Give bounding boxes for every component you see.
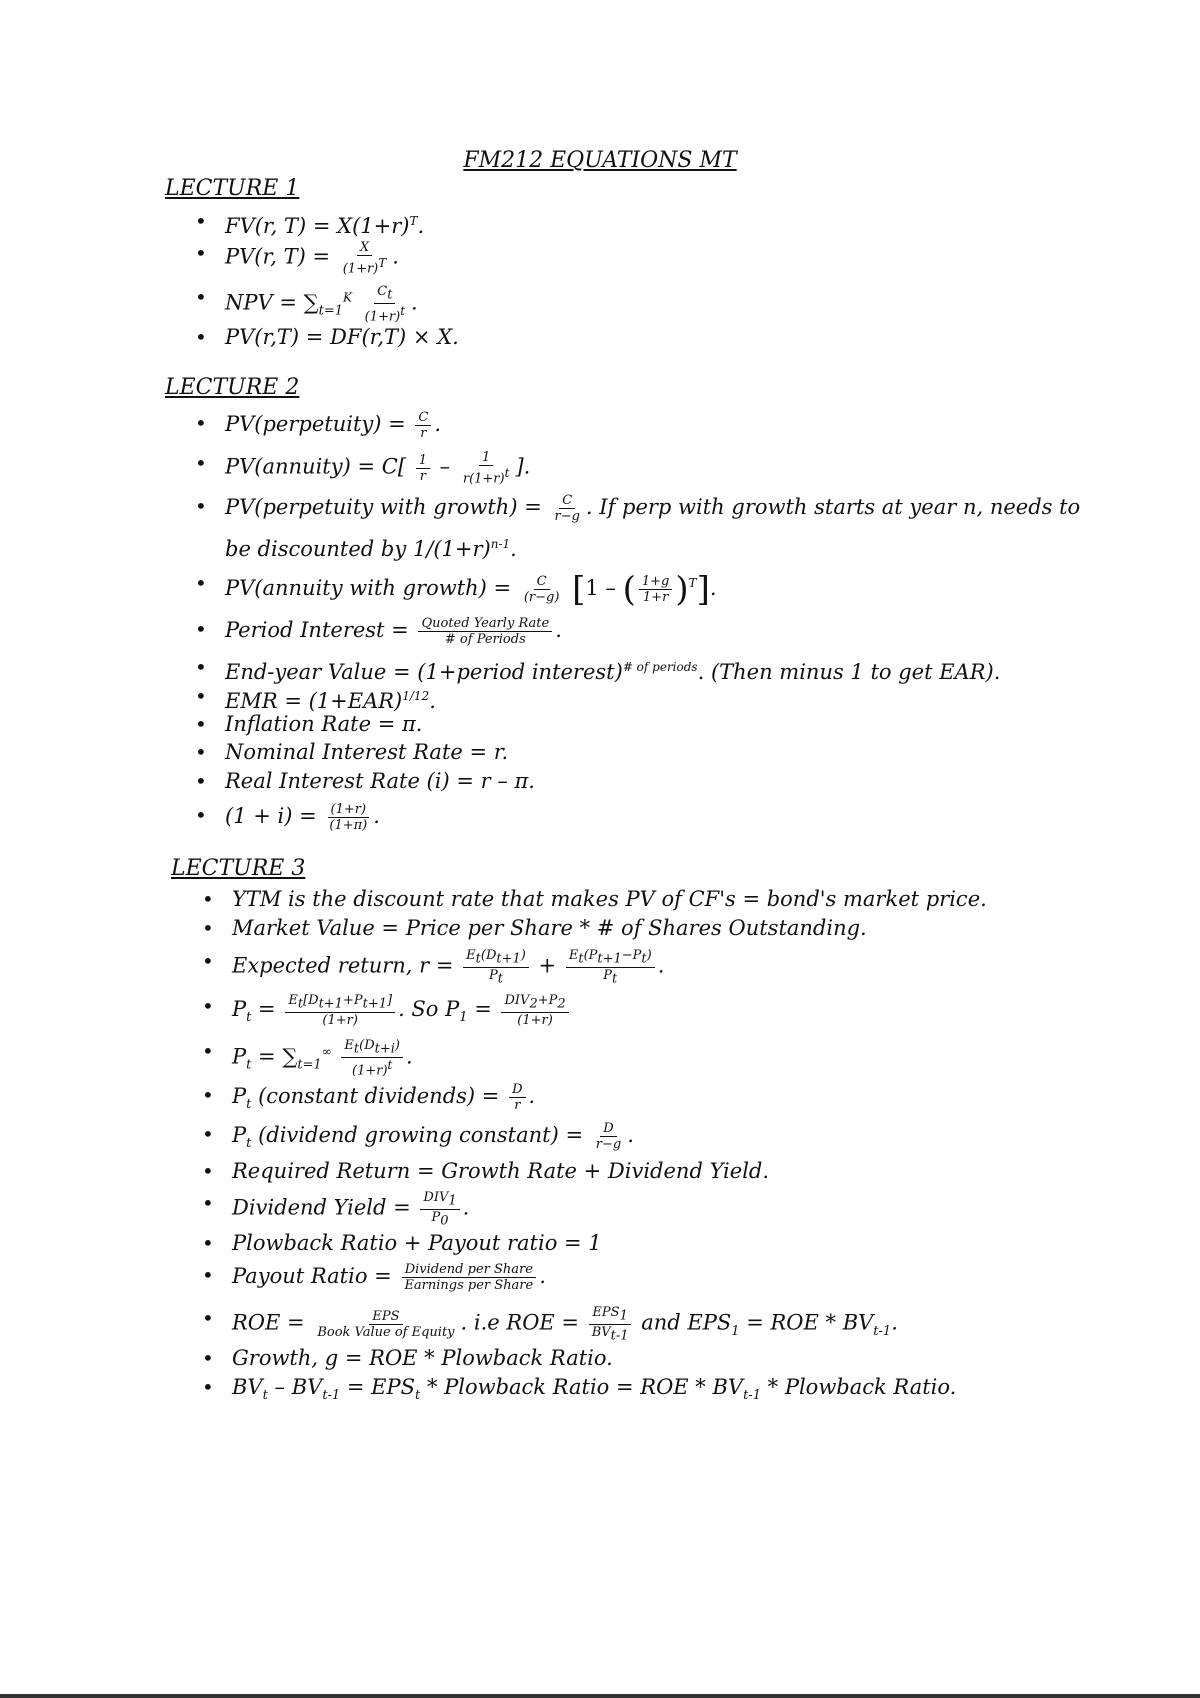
equation-constant-dividends: • $P_t$ (constant dividends) = $\frac{D}{r}$ . bbox=[232, 1082, 535, 1118]
fraction: $\frac{\text{EPS}}{\text{Book Value of Equity}}$ bbox=[317, 1308, 455, 1340]
equation-expected-return: • Expected return, r = $\frac{E_t(D_{t+1})}{P_t}$ + $\frac{E_t(P_{t+1}-P_t)}{P_t}$ . bbox=[232, 948, 664, 986]
fraction: $\frac{C}{r-g}$ bbox=[554, 493, 580, 524]
equation-perpetuity-growth: • PV(perpetuity with growth) = $\frac{C}{r-g}$ . If perp with growth starts at year n, needs to bbox=[225, 493, 1080, 524]
fraction: $\frac{D}{r}$ bbox=[509, 1082, 525, 1113]
equation-required-return: • Required Return = Growth Rate + Dividend Yield. bbox=[232, 1158, 769, 1184]
fraction: $\frac{X}{(1+r)^T}$ bbox=[342, 240, 387, 277]
equation-market-value: • Market Value = Price per Share * # of Shares Outstanding. bbox=[232, 915, 867, 941]
fraction: $\frac{1+g}{1+r}$ bbox=[639, 574, 673, 605]
equation-emr: • EMR = $(1+EAR)^{1/12}$. bbox=[225, 683, 436, 714]
equation-pv-discount-factor: • PV(r,T) = DF(r,T) × X. bbox=[225, 324, 459, 350]
equation-roe: • ROE = $\frac{\text{EPS}}{\text{Book Value of Equity}}$ . i.e ROE = $\frac{EPS_1}{BV_{t-1}}$ and $EPS_1$ = ROE * $BV_{t-1}$. bbox=[232, 1305, 898, 1345]
equation-annuity: • PV(annuity) = C[ $\frac{1}{r}$ – $\frac{1}{r(1+r)^t}$ ]. bbox=[225, 450, 530, 486]
equation-end-year-value: • End-year Value = (1+period interest)$^{\# of periods}$. (Then minus 1 to get EAR). bbox=[225, 654, 1000, 685]
equation-fisher: • (1 + i) = $\frac{(1+r)}{(1+\pi)}$ . bbox=[225, 802, 380, 833]
fraction: $\frac{1}{r(1+r)^t}$ bbox=[462, 450, 510, 487]
equation-annuity-growth: • PV(annuity with growth) = $\frac{C}{(r-g)}$ [1 – ( $\frac{1+g}{1+r}$ )$^T$]. bbox=[225, 570, 717, 605]
equation-nominal-rate: • Nominal Interest Rate = r. bbox=[225, 739, 508, 765]
equation-perpetuity-growth-continued: be discounted by $1/(1+r)^{n-1}$. bbox=[225, 537, 517, 561]
equation-inflation-rate: • Inflation Rate = π. bbox=[225, 711, 422, 737]
equation-growing-dividends: • $P_t$ (dividend growing constant) = $\frac{D}{r-g}$ . bbox=[232, 1121, 634, 1157]
fraction: $\frac{C_t}{(1+r)^t}$ bbox=[364, 284, 406, 324]
fraction: $\frac{(1+r)}{(1+\pi)}$ bbox=[329, 802, 368, 833]
bottom-edge-bar bbox=[0, 1694, 1200, 1698]
equation-book-value-change: • $BV_t - BV_{t-1} = EPS_t$ * Plowback Ratio = ROE * $BV_{t-1}$ * Plowback Ratio. bbox=[232, 1374, 956, 1409]
equation-perpetuity: • PV(perpetuity) = $\frac{C}{r}$ . bbox=[225, 410, 441, 441]
equation-dividend-yield: • Dividend Yield = $\frac{DIV_1}{P_0}$ . bbox=[232, 1190, 469, 1228]
equation-npv: • NPV = $\sum_{t=1}^K$ $\frac{C_t}{(1+r)^t}$ . bbox=[225, 284, 418, 325]
fraction: $\frac{C}{(r-g)}$ bbox=[523, 574, 560, 605]
equation-price-sum: • $P_t = \sum_{t=1}^\infty$ $\frac{E_t(D_{t+i})}{(1+r)^t}$ . bbox=[232, 1038, 413, 1079]
lecture-2-heading: LECTURE 2 bbox=[165, 375, 300, 400]
fraction: $\frac{E_t(D_{t+i})}{(1+r)^t}$ bbox=[341, 1038, 403, 1078]
equation-present-value: • PV(r, T) = $\frac{X}{(1+r)^T}$ . bbox=[225, 240, 399, 276]
lecture-3-heading: LECTURE 3 bbox=[171, 856, 306, 881]
equation-payout-ratio: • Payout Ratio = $\frac{\text{Dividend per Share}}{\text{Earnings per Share}}$ . bbox=[232, 1262, 546, 1293]
lecture-1-heading: LECTURE 1 bbox=[165, 176, 300, 201]
equation-real-rate: • Real Interest Rate (i) = r – π. bbox=[225, 768, 535, 794]
fraction: $\frac{D}{r-g}$ bbox=[595, 1121, 622, 1152]
equation-plowback-payout: • Plowback Ratio + Payout ratio = 1 bbox=[232, 1230, 602, 1256]
equation-price-formula: • $P_t$ = $\frac{E_t[D_{t+1}+P_{t+1}]}{(1+r)}$ . So $P_1$ = $\frac{DIV_2+P_2}{(1+r)}$ bbox=[232, 993, 572, 1031]
document-title: FM212 EQUATIONS MT bbox=[463, 148, 737, 173]
fraction: $\frac{EPS_1}{BV_{t-1}}$ bbox=[589, 1305, 632, 1343]
fraction: $\frac{E_t(P_{t+1}-P_t)}{P_t}$ bbox=[566, 948, 655, 986]
fraction: $\frac{DIV_2+P_2}{(1+r)}$ bbox=[501, 993, 568, 1028]
equation-future-value: • FV(r, $T) = X(1+r)^T$. bbox=[225, 208, 424, 239]
equation-period-interest: • Period Interest = $\frac{\text{Quoted Yearly Rate}}{\text{\# of Periods}}$ . bbox=[225, 616, 562, 647]
fraction: $\frac{DIV_1}{P_0}$ bbox=[420, 1190, 459, 1228]
fraction: $\frac{C}{r}$ bbox=[415, 410, 431, 441]
fraction: $\frac{\text{Dividend per Share}}{\text{Earnings per Share}}$ bbox=[401, 1262, 536, 1293]
equation-ytm: • YTM is the discount rate that makes PV of CF's = bond's market price. bbox=[232, 886, 987, 912]
fraction: $\frac{E_t[D_{t+1}+P_{t+1}]}{(1+r)}$ bbox=[285, 993, 395, 1028]
fraction: $\frac{1}{r}$ bbox=[416, 453, 430, 484]
equation-growth: • Growth, g = ROE * Plowback Ratio. bbox=[232, 1345, 613, 1371]
fraction: $\frac{E_t(D_{t+1})}{P_t}$ bbox=[463, 948, 529, 986]
fraction: $\frac{\text{Quoted Yearly Rate}}{\text{\# of Periods}}$ bbox=[418, 616, 552, 647]
